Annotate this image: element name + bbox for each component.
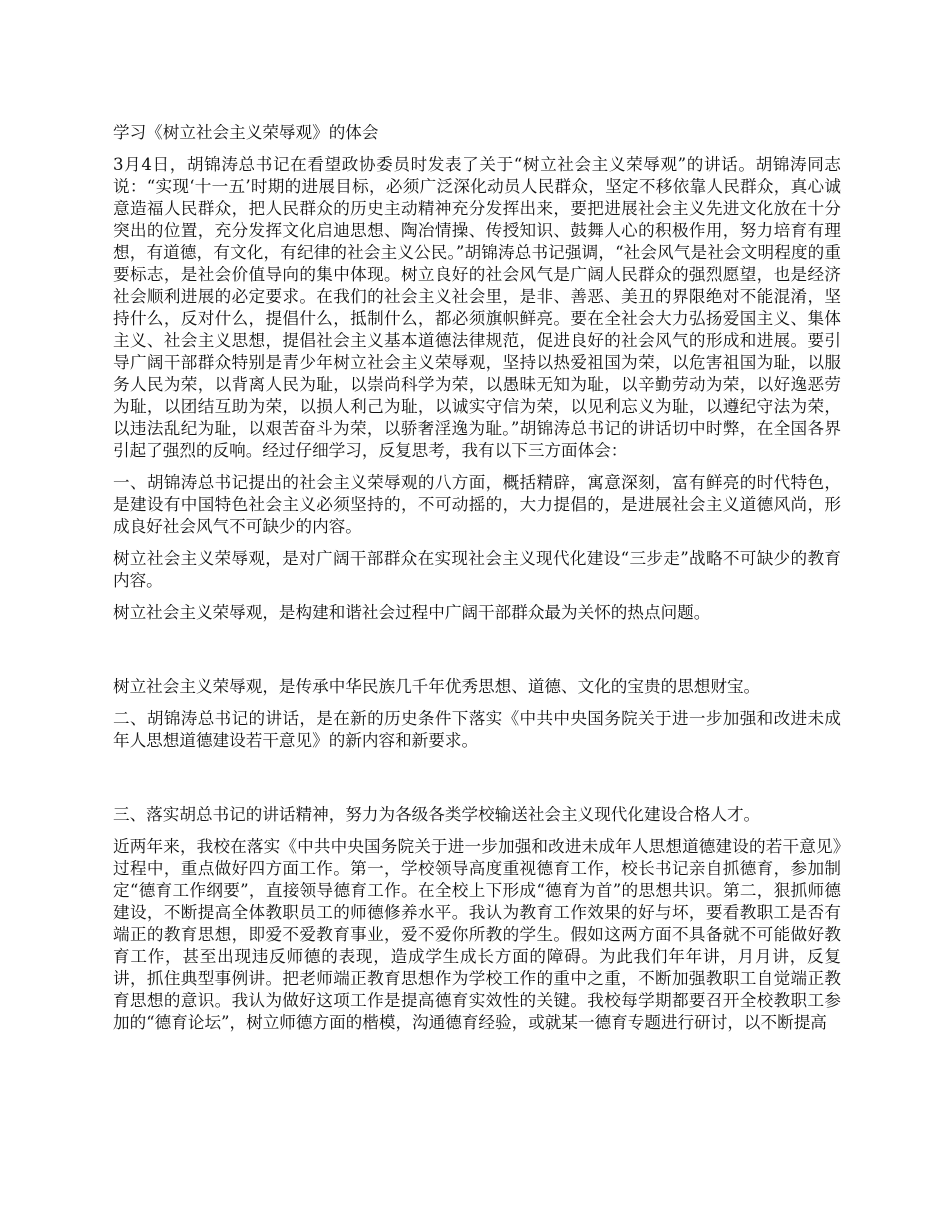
document-body [113,122,841,1044]
paragraph-intro: 3月4日，胡锦涛总书记在看望政协委员时发表了关于“树立社会主义荣辱观”的讲话。胡锦涛同志说：“实现‘十一五’时期的进展目标，必须广泛深化动员人民群众，坚定不移依靠人民群众，真心诚意造福人民群众，把人民群众的历史主动精神充分发挥出来，要把进展社会主义先进文化放在十分突出的位置，充分发挥文化启迪思想、陶冶情操、传授知识、鼓舞人心的积极作用，努力培育有理想，有道德，有文化，有纪律的社会主义公民。”胡锦涛总书记强调，“社会风气是社会文明程度的重要标志，是社会价值导向的集中体现。树立良好的社会风气是广阔人民群众的强烈愿望，也是经济社会顺利进展的必定要求。在我们的社会主义社会里，是非、善恶、美丑的界限绝对不能混淆，坚持什么，反对什么，提倡什么，抵制什么，都必须旗帜鲜亮。要在全社会大力弘扬爱国主义、集体主义、社会主义思想，提倡社会主义基本道德法律规范，促进良好的社会风气的形成和进展。要引导广阔干部群众特别是青少年树立社会主义荣辱观，坚持以热爱祖国为荣，以危害祖国为耻，以服务人民为荣，以背离人民为耻，以崇尚科学为荣，以愚昧无知为耻，以辛勤劳动为荣，以好逸恶劳为耻，以团结互助为荣，以损人利己为耻，以诚实守信为荣，以见利忘义为耻，以遵纪守法为荣，以违法乱纪为耻，以艰苦奋斗为荣，以骄奢淫逸为耻。”胡锦涛总书记的讲话切中时弊，在全国各界引起了强烈的反响。经过仔细学习，反复思考，我有以下三方面体会： [113,155,841,460]
paragraph-gap [113,762,841,804]
paragraph-three-steps: 树立社会主义荣辱观，是对广阔干部群众在实现社会主义现代化建设“三步走”战略不可缺少的教育内容。 [113,549,841,590]
paragraph-heritage: 树立社会主义荣辱观，是传承中华民族几千年优秀思想、道德、文化的宝贵的思想财宝。 [113,677,761,696]
document-title: 学习《树立社会主义荣辱观》的体会 [113,123,379,142]
paragraph-school-work: 近两年来，我校在落实《中共中央国务院关于进一步加强和改进未成年人思想道德建设的若干意见》过程中，重点做好四方面工作。第一，学校领导高度重视德育工作，校长书记亲自抓德育，参加制定“德育工作纲要”，直接领导德育工作。在全校上下形成“德育为首”的思想共识。第二，狠抓师德建设，不断提高全体教职员工的师德修养水平。我认为教育工作效果的好与坏，要看教职工是否有端正的教育思想，即爱不爱教育事业，爱不爱你所教的学生。假如这两方面不具备就不可能做好教育工作，甚至出现违反师德的表现，造成学生成长方面的障碍。为此我们年年讲，月月讲，反复讲，抓住典型事例讲。把老师端正教育思想作为学校工作的重中之重，不断加强教职工自觉端正教育思想的意识。我认为做好这项工作是提高德育实效性的关键。我校每学期都要召开全校教职工参加的“德育论坛”，树立师德方面的楷模，沟通德育经验，或就某一德育专题进行研讨，以不断提高 [113,837,841,1032]
paragraph-harmonious-society: 树立社会主义荣辱观，是构建和谐社会过程中广阔干部群众最为关怀的热点问题。 [113,603,711,622]
paragraph-point-two: 二、胡锦涛总书记的讲话，是在新的历史条件下落实《中共中央国务院关于进一步加强和改进未成年人思想道德建设若干意见》的新内容和新要求。 [113,709,841,750]
paragraph-point-three: 三、落实胡总书记的讲话精神，努力为各级各类学校输送社会主义现代化建设合格人才。 [113,805,761,824]
paragraph-gap [113,634,841,676]
paragraph-point-one: 一、胡锦涛总书记提出的社会主义荣辱观的八方面，概括精辟，寓意深刻，富有鲜亮的时代特色，是建设有中国特色社会主义必须坚持的，不可动摇的，大力提倡的，是进展社会主义道德风尚，形成良好社会风气不可缺少的内容。 [113,473,841,536]
